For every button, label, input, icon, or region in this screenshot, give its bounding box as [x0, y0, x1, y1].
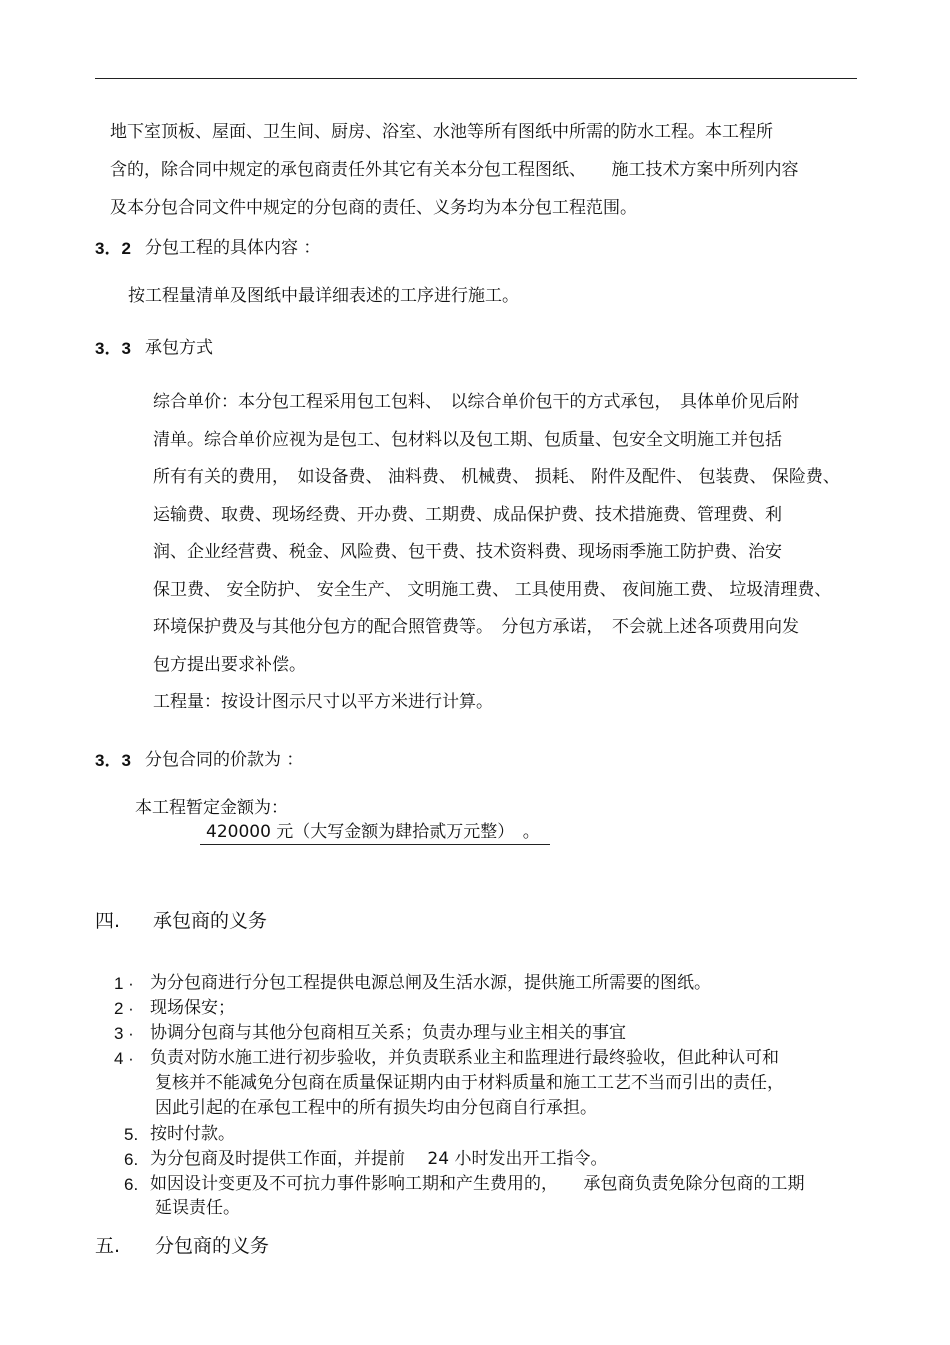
list-item: 如因设计变更及不可抗力事件影响工期和产生费用的， 承包商负责免除分包商的工期 — [150, 1174, 805, 1194]
list-item: 按时付款。 — [150, 1124, 235, 1144]
paragraph-line: 及本分包合同文件中规定的分包商的责任、义务均为本分包工程范围。 — [110, 198, 637, 218]
section-price-title: 分包合同的价款为 ： — [145, 750, 304, 770]
list-item-number: 4 · — [114, 1049, 134, 1068]
section-5-number: 五. — [95, 1235, 121, 1257]
section-3-2-body: 按工程量清单及图纸中最详细表述的工序进行施工。 — [128, 286, 519, 306]
paragraph-line: 地下室顶板、屋面、卫生间、厨房、浴室、水池等所有图纸中所需的防水工程。本工程所 — [110, 122, 773, 142]
list-item: 为分包商进行分包工程提供电源总闸及生活水源，提供施工所需要的图纸。 — [150, 973, 711, 993]
section-5-title: 分包商的义务 — [155, 1235, 270, 1257]
list-item-number: 6. — [124, 1150, 139, 1169]
paragraph-line: 综合单价：本分包工程采用包工包料、 以综合单价包干的方式承包， 具体单价见后附 — [153, 392, 799, 412]
list-item-number: 2 · — [114, 999, 134, 1018]
section-price-number: 3．3 — [95, 751, 131, 770]
list-item-cont: 因此引起的在承包工程中的所有损失均由分包商自行承担。 — [155, 1098, 597, 1118]
amount-underlined — [200, 824, 550, 845]
section-3-3-title: 承包方式 — [145, 338, 213, 358]
paragraph-line: 包方提出要求补偿。 — [153, 655, 306, 675]
paragraph-line: 运输费、取费、现场经费、开办费、工期费、成品保护费、技术措施费、管理费、利 — [153, 505, 782, 525]
section-4-title: 承包商的义务 — [153, 910, 268, 932]
section-4-number: 四. — [95, 910, 121, 932]
list-item-number: 3 · — [114, 1024, 134, 1043]
paragraph-line: 润、企业经营费、税金、风险费、包干费、技术资料费、现场雨季施工防护费、治安 — [153, 542, 782, 562]
section-3-2-title: 分包工程的具体内容 ： — [145, 238, 321, 258]
list-item: 负责对防水施工进行初步验收，并负责联系业主和监理进行最终验收，但此种认可和 — [150, 1048, 779, 1068]
list-item: 为分包商及时提供工作面，并提前 24 小时发出开工指令。 — [150, 1149, 608, 1169]
paragraph-line: 环境保护费及与其他分包方的配合照管费等。 分包方承诺， 不会就上述各项费用向发 — [153, 617, 799, 637]
list-item-cont: 延误责任。 — [155, 1198, 240, 1218]
list-item-number: 1 · — [114, 974, 134, 993]
paragraph-line: 清单。综合单价应视为是包工、包材料以及包工期、包质量、包安全文明施工并包括 — [153, 430, 782, 450]
paragraph-line: 所有有关的费用， 如设备费、 油料费、 机械费、 损耗、 附件及配件、 包装费、 保险费、 — [153, 467, 840, 487]
amount-label: 本工程暂定金额为： — [135, 798, 288, 818]
section-3-2-number: 3．2 — [95, 239, 131, 258]
header-rule — [95, 78, 857, 79]
list-item-cont: 复核并不能减免分包商在质量保证期内由于材料质量和施工工艺不当而引出的责任， — [155, 1073, 784, 1093]
amount-value: 420000 元（大写金额为肆拾贰万元整） 。 — [206, 822, 540, 842]
paragraph-line: 含的，除合同中规定的承包商责任外其它有关本分包工程图纸、 施工技术方案中所列内容 — [110, 160, 799, 180]
list-item: 协调分包商与其他分包商相互关系；负责办理与业主相关的事宜 — [150, 1023, 626, 1043]
section-3-3-number: 3．3 — [95, 339, 131, 358]
quantity-line: 工程量：按设计图示尺寸以平方米进行计算。 — [153, 692, 493, 712]
list-item: 现场保安； — [150, 998, 235, 1018]
list-item-number: 5. — [124, 1125, 139, 1144]
list-item-number: 6. — [124, 1175, 139, 1194]
paragraph-line: 保卫费、 安全防护、 安全生产、 文明施工费、 工具使用费、 夜间施工费、 垃圾清理费、 — [153, 580, 832, 600]
